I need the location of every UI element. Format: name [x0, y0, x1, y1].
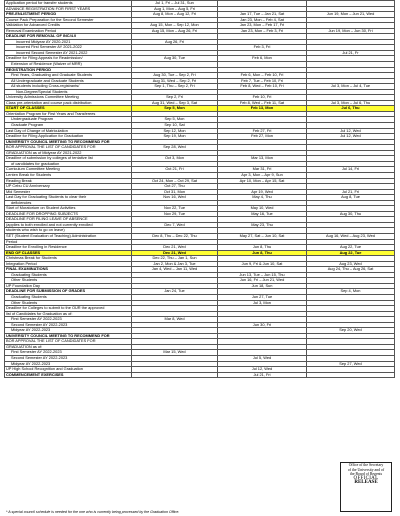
event-label: START OF CLASSES [5, 106, 132, 112]
second-semester-date: Jun 16, Fri – Jun 21, Wed [218, 278, 307, 284]
midyear-date: Jul 6, Thu [307, 106, 395, 112]
first-semester-date: Sep 5, Mon [132, 117, 218, 123]
event-label: Graduate Program [5, 123, 132, 129]
event-label: Start of Moratorium on Student Activities [5, 206, 132, 212]
footnote: * A special council schedule is needed for the one who is currently being processed by the Graduation Office. [6, 510, 180, 514]
event-label: Reading Break [5, 178, 132, 184]
event-label: Period [5, 239, 132, 245]
second-semester-date: Feb 13, Mon [218, 106, 307, 112]
midyear-date: Jul 21, Fr [307, 50, 395, 56]
event-label: Class pre-orientation and course pack distribution [5, 100, 132, 106]
first-semester-date: Sep 12, Mon [132, 128, 218, 134]
event-label: COMMENCEMENT EXERCISES [5, 372, 132, 378]
second-semester-date: Jan 23, Mon – Feb 4, Sat [218, 17, 307, 23]
second-semester-date: Jul 21, Fri [218, 372, 307, 378]
second-semester-date: Jun 18, Sun [218, 283, 307, 289]
first-semester-date: Jan 24, Tue [132, 289, 218, 295]
stamp-line-3: the Board of Regents [349, 472, 383, 477]
event-label: Removal Examination Period [5, 28, 132, 34]
midyear-date: Jul 12, Wed [307, 128, 395, 134]
event-label: Deadline for Enrolling in Residence [5, 245, 132, 251]
first-semester-date: Oct 3, Mon [132, 156, 218, 162]
event-label: First Years, Graduating and Graduate Students [5, 73, 132, 79]
event-label: Course Pack Preparation for the Second Semester [5, 17, 132, 23]
event-label: BOR APPROVAL THE LIST OF CANDIDATES FOR [5, 145, 132, 151]
first-semester-date: Jul 1, Fri – Jul 31, Sun [132, 1, 218, 7]
event-label: Validation for Advanced Credits [5, 23, 132, 29]
second-semester-date: Apr 19, Wed [218, 189, 307, 195]
event-label: Deadline for Filing Appeals for Readmission/ [5, 56, 132, 62]
second-semester-date: Jul 5, Wed [218, 356, 307, 362]
first-semester-date: Jan 4, Wed – Jan 11, Wed [132, 267, 218, 273]
midyear-date: Sep 20, Wed [307, 328, 395, 334]
event-label: END OF CLASSES [5, 250, 132, 256]
event-label: PRE-ENLISTMENT PERIOD [5, 12, 132, 18]
event-label: REGISTRATION PERIOD [5, 67, 132, 73]
second-semester-date: May 23, Thu [218, 222, 307, 228]
event-label: Deadline of submission by colleges of tentative list [5, 156, 132, 162]
midyear-date: Aug 23, Wed [307, 261, 395, 267]
second-semester-date: Jun 8, Thu [218, 245, 307, 251]
event-label: UNIVERSITY COUNCIL MEETING TO RECOMMEND FOR [5, 139, 132, 145]
calendar-body [5, 1, 395, 378]
calendar-table [4, 0, 395, 378]
event-label: Midyear AY 2022-2023 [5, 361, 132, 367]
event-label: ADVANCE REGISTRATION FOR FIRST YEARS [5, 6, 132, 12]
event-label: incurred First Semester AY 2021-2022 [5, 45, 132, 51]
first-semester-date: Nov 29, Tue [132, 211, 218, 217]
event-label: Integration Period [5, 261, 132, 267]
midyear-date [307, 372, 395, 378]
event-label: Non-Degree/Special Students [5, 89, 132, 95]
midyear-date: Aug 24, Thu – Aug 26, Sat [307, 267, 395, 273]
event-label: deficiencies [5, 200, 132, 206]
second-semester-date: Jun 13, Tue – Jun 15, Thu [218, 272, 307, 278]
midyear-date: Jul 14, Fri [307, 167, 395, 173]
first-semester-date: Nov 16, Wed [132, 195, 218, 201]
second-semester-date: Feb 10, Fri [218, 95, 307, 101]
second-semester-date: Feb 3, Fri [218, 45, 307, 51]
event-label: Undergraduate Program [5, 117, 132, 123]
first-semester-date: Sep 28, Wed [132, 145, 218, 151]
first-semester-date: Oct 24, Mon – Oct 29, Sat [132, 178, 218, 184]
midyear-date: Jun 19, Mon – Jun 21, Wed [307, 12, 395, 18]
event-label: DEADLINE FOR SUBMISSION OF GRADES [5, 289, 132, 295]
second-semester-date: Jul 12, Wed [218, 367, 307, 373]
first-semester-date: Sep 1, Thu – Sep 2, Fri [132, 84, 218, 90]
midyear-date: Jul 3, Mon – Jul 6, Thu [307, 100, 395, 106]
first-semester-date: Aug 30, Tue [132, 56, 218, 62]
second-semester-date: Feb 6, Mon [218, 56, 307, 62]
first-semester-date: Dec 8, Thu – Dec 22, Thu [132, 233, 218, 239]
event-label: First Semester AY 2022-2023 [5, 317, 132, 323]
second-semester-date: Feb 6, Mon – Feb 10, Fri [218, 73, 307, 79]
event-label: Second Semester AY 2022-2023 [5, 322, 132, 328]
first-semester-date: Sep 5, Mon [132, 106, 218, 112]
event-label: Application period for transfer students [5, 1, 132, 7]
second-semester-date: Apr 3, Mon – Apr 9, Sun [218, 172, 307, 178]
event-label: BOR APPROVAL THE LIST OF CANDIDATES FOR [5, 339, 132, 345]
first-semester-date: Mar 15, Wed [132, 350, 218, 356]
event-label: Deadline for Filing Application for Graduation [5, 134, 132, 140]
event-label: Midyear AY 2022-2023 [5, 328, 132, 334]
event-label: First Semester AY 2022-2023 [5, 350, 132, 356]
event-label: University Admissions Committee Meeting [5, 95, 132, 101]
first-semester-date: Dec 22, Thu – Jan 1, Sun [132, 256, 218, 262]
midyear-date: Aug 30, Thu [307, 211, 395, 217]
first-semester-date: Oct 21, Fri [132, 167, 218, 173]
first-semester-date: Oct 27, Thu [132, 184, 218, 190]
official-release-stamp [340, 462, 392, 512]
event-label: UP Cebu CU Anniversary [5, 184, 132, 190]
stamp-line-1: Office of the Secretary [348, 463, 384, 467]
midyear-date: Sep 4, Mon [307, 289, 395, 295]
second-semester-date: Mar 13, Mon [218, 156, 307, 162]
event-label: GRADUATION as of Midyear AY 2021-2022 [5, 150, 132, 156]
academic-calendar-document [4, 0, 394, 378]
event-label: GRADUATION as of: [5, 344, 132, 350]
midyear-date: Jun 19, Mon – Jun 30, Fri [307, 28, 395, 34]
event-label: DEADLINE FOR REMOVAL OF INC/4.0 [5, 34, 132, 40]
second-semester-date: Jan 17, Tue – Jan 21, Sat [218, 12, 307, 18]
second-semester-date: Apr 10, Mon – Apr 15, Sat [218, 178, 307, 184]
second-semester-date: Jul 3, Mon [218, 300, 307, 306]
event-label: list of Candidates for Graduation as of: [5, 311, 132, 317]
second-semester-date: Mar 31, Fri [218, 167, 307, 173]
event-label: FINAL EXAMINATIONS [5, 267, 132, 273]
second-semester-date: May 27, Sat – Jun 10, Sat [218, 233, 307, 239]
first-semester-date: Aug 1, Mon – Aug 5, Fri [132, 6, 218, 12]
event-label: Curriculum Committee Meeting [5, 167, 132, 173]
first-semester-date: Oct 31, Mon [132, 189, 218, 195]
first-semester-date: Aug 15, Mon – Aug 26, Fri [132, 28, 218, 34]
midyear-date: Aug 8, Tue [307, 195, 395, 201]
first-semester-date: Aug 8, Mon – Aug 12, Fri [132, 12, 218, 18]
second-semester-date: Jun 27, Tue [218, 294, 307, 300]
first-semester-date: Aug 26, Fri [132, 39, 218, 45]
first-semester-date: Sep 10, Sat [132, 123, 218, 129]
midyear-date: Aug 22, Tue [307, 245, 395, 251]
event-label: Orientation Program for First Years and Transferees [5, 111, 132, 117]
first-semester-date: Nov 22, Tue [132, 206, 218, 212]
second-semester-date: May 10, Wed [218, 206, 307, 212]
event-label: Lenten Break for Students [5, 172, 132, 178]
second-semester-date: Jun 30, Fri [218, 322, 307, 328]
midyear-date: Aug 22, Tue [307, 250, 395, 256]
event-label: All Undergraduate and Graduate Students [5, 78, 132, 84]
second-semester-date: Jun 9, Fri & Jun 10, Sat [218, 261, 307, 267]
second-semester-date: Feb 7, Tue – Feb 10, Fri [218, 78, 307, 84]
second-semester-date: May 4, Thu [218, 195, 307, 201]
event-label: UP High School Recognition and Graduation [5, 367, 132, 373]
event-label: Last Day for Graduating Students to clear their [5, 195, 132, 201]
stamp-release: RELEASE [354, 480, 378, 486]
second-semester-date: Jan 23, Mon – Feb 17, Fri [218, 23, 307, 29]
first-semester-date: Mar 8, Wed [132, 317, 218, 323]
first-semester-date [132, 372, 218, 378]
event-label: Other Students [5, 300, 132, 306]
event-label: Extension of Residence (Waiver of MRR) [5, 62, 132, 68]
midyear-date: Jul 21, Fri [307, 189, 395, 195]
second-semester-date: Feb 27, Mon [218, 134, 307, 140]
first-semester-date: Dec 7, Wed [132, 222, 218, 228]
first-semester-date: Dec 21, Wed [132, 245, 218, 251]
second-semester-date: Jun 8, Thu [218, 250, 307, 256]
second-semester-date: Feb 8, Wed – Feb 10, Fri [218, 84, 307, 90]
first-semester-date: Jan 2, Mon & Jan 3, Tue [132, 261, 218, 267]
event-label: Graduating Students [5, 272, 132, 278]
event-label: Second Semester AY 2022-2023 [5, 356, 132, 362]
midyear-date: Jul 12, Wed [307, 134, 395, 140]
first-semester-date: Aug 31, Wed – Sep 3, Sat [132, 100, 218, 106]
stamp-line-2: of the University and of [347, 467, 385, 472]
stamp-official: OFFICIAL [353, 475, 379, 481]
second-semester-date: Feb 8, Wed – Feb 11, Sat [218, 100, 307, 106]
first-semester-date: Aug 15, Mon – Sep 12, Mon [132, 23, 218, 29]
first-semester-date: Dec 21, Wed [132, 250, 218, 256]
event-label: DEADLINE FOR DROPPING SUBJECTS [5, 211, 132, 217]
event-label: UNIVERSITY COUNCIL MEETING TO RECOMMEND FOR [5, 333, 132, 339]
first-semester-date: Aug 30, Tue – Sep 2, Fri [132, 73, 218, 79]
second-semester-date: Jan 23, Mon – Feb 3, Fri [218, 28, 307, 34]
midyear-date: Aug 16, Wed – Aug 23, Wed [307, 233, 395, 239]
midyear-date: Jul 3, Mon – Jul 4, Tue [307, 84, 395, 90]
midyear-date: Sep 27, Wed [307, 361, 395, 367]
event-label: Christmas Break for Students [5, 256, 132, 262]
event-label: Last Day of Change of Matriculation [5, 128, 132, 134]
event-label: (applies to both enrolled and not currently enrolled [5, 222, 132, 228]
event-label: Deadline for Colleges to submit to the OUR the approved [5, 306, 132, 312]
first-semester-date: Sep 19, Mon [132, 134, 218, 140]
event-label: UP Foundation Day [5, 283, 132, 289]
event-label: students who wish to go on leave) [5, 228, 132, 234]
event-label: Mid Semester [5, 189, 132, 195]
event-label: DEADLINE FOR FILING LEAVE OF ABSENCE [5, 217, 132, 223]
event-label: SET (Student Evaluation of Teaching) Administration [5, 233, 132, 239]
second-semester-date: May 16, Tue [218, 211, 307, 217]
event-label: incurred Second Semester AY 2021-2022 [5, 50, 132, 56]
event-label: Other Students [5, 278, 132, 284]
event-label: incurred Midyear AY 2020-2021 [5, 39, 132, 45]
first-semester-date: Sep 2, Fri [132, 95, 218, 101]
first-semester-date: Aug 31, Wed – Sep 2, Fri [132, 78, 218, 84]
calendar-row [5, 372, 395, 378]
event-label: All students including Cross-registrants/ [5, 84, 132, 90]
event-label: Graduating Students [5, 294, 132, 300]
event-label: of candidates for graduation [5, 161, 132, 167]
second-semester-date: Feb 27, Fri [218, 128, 307, 134]
